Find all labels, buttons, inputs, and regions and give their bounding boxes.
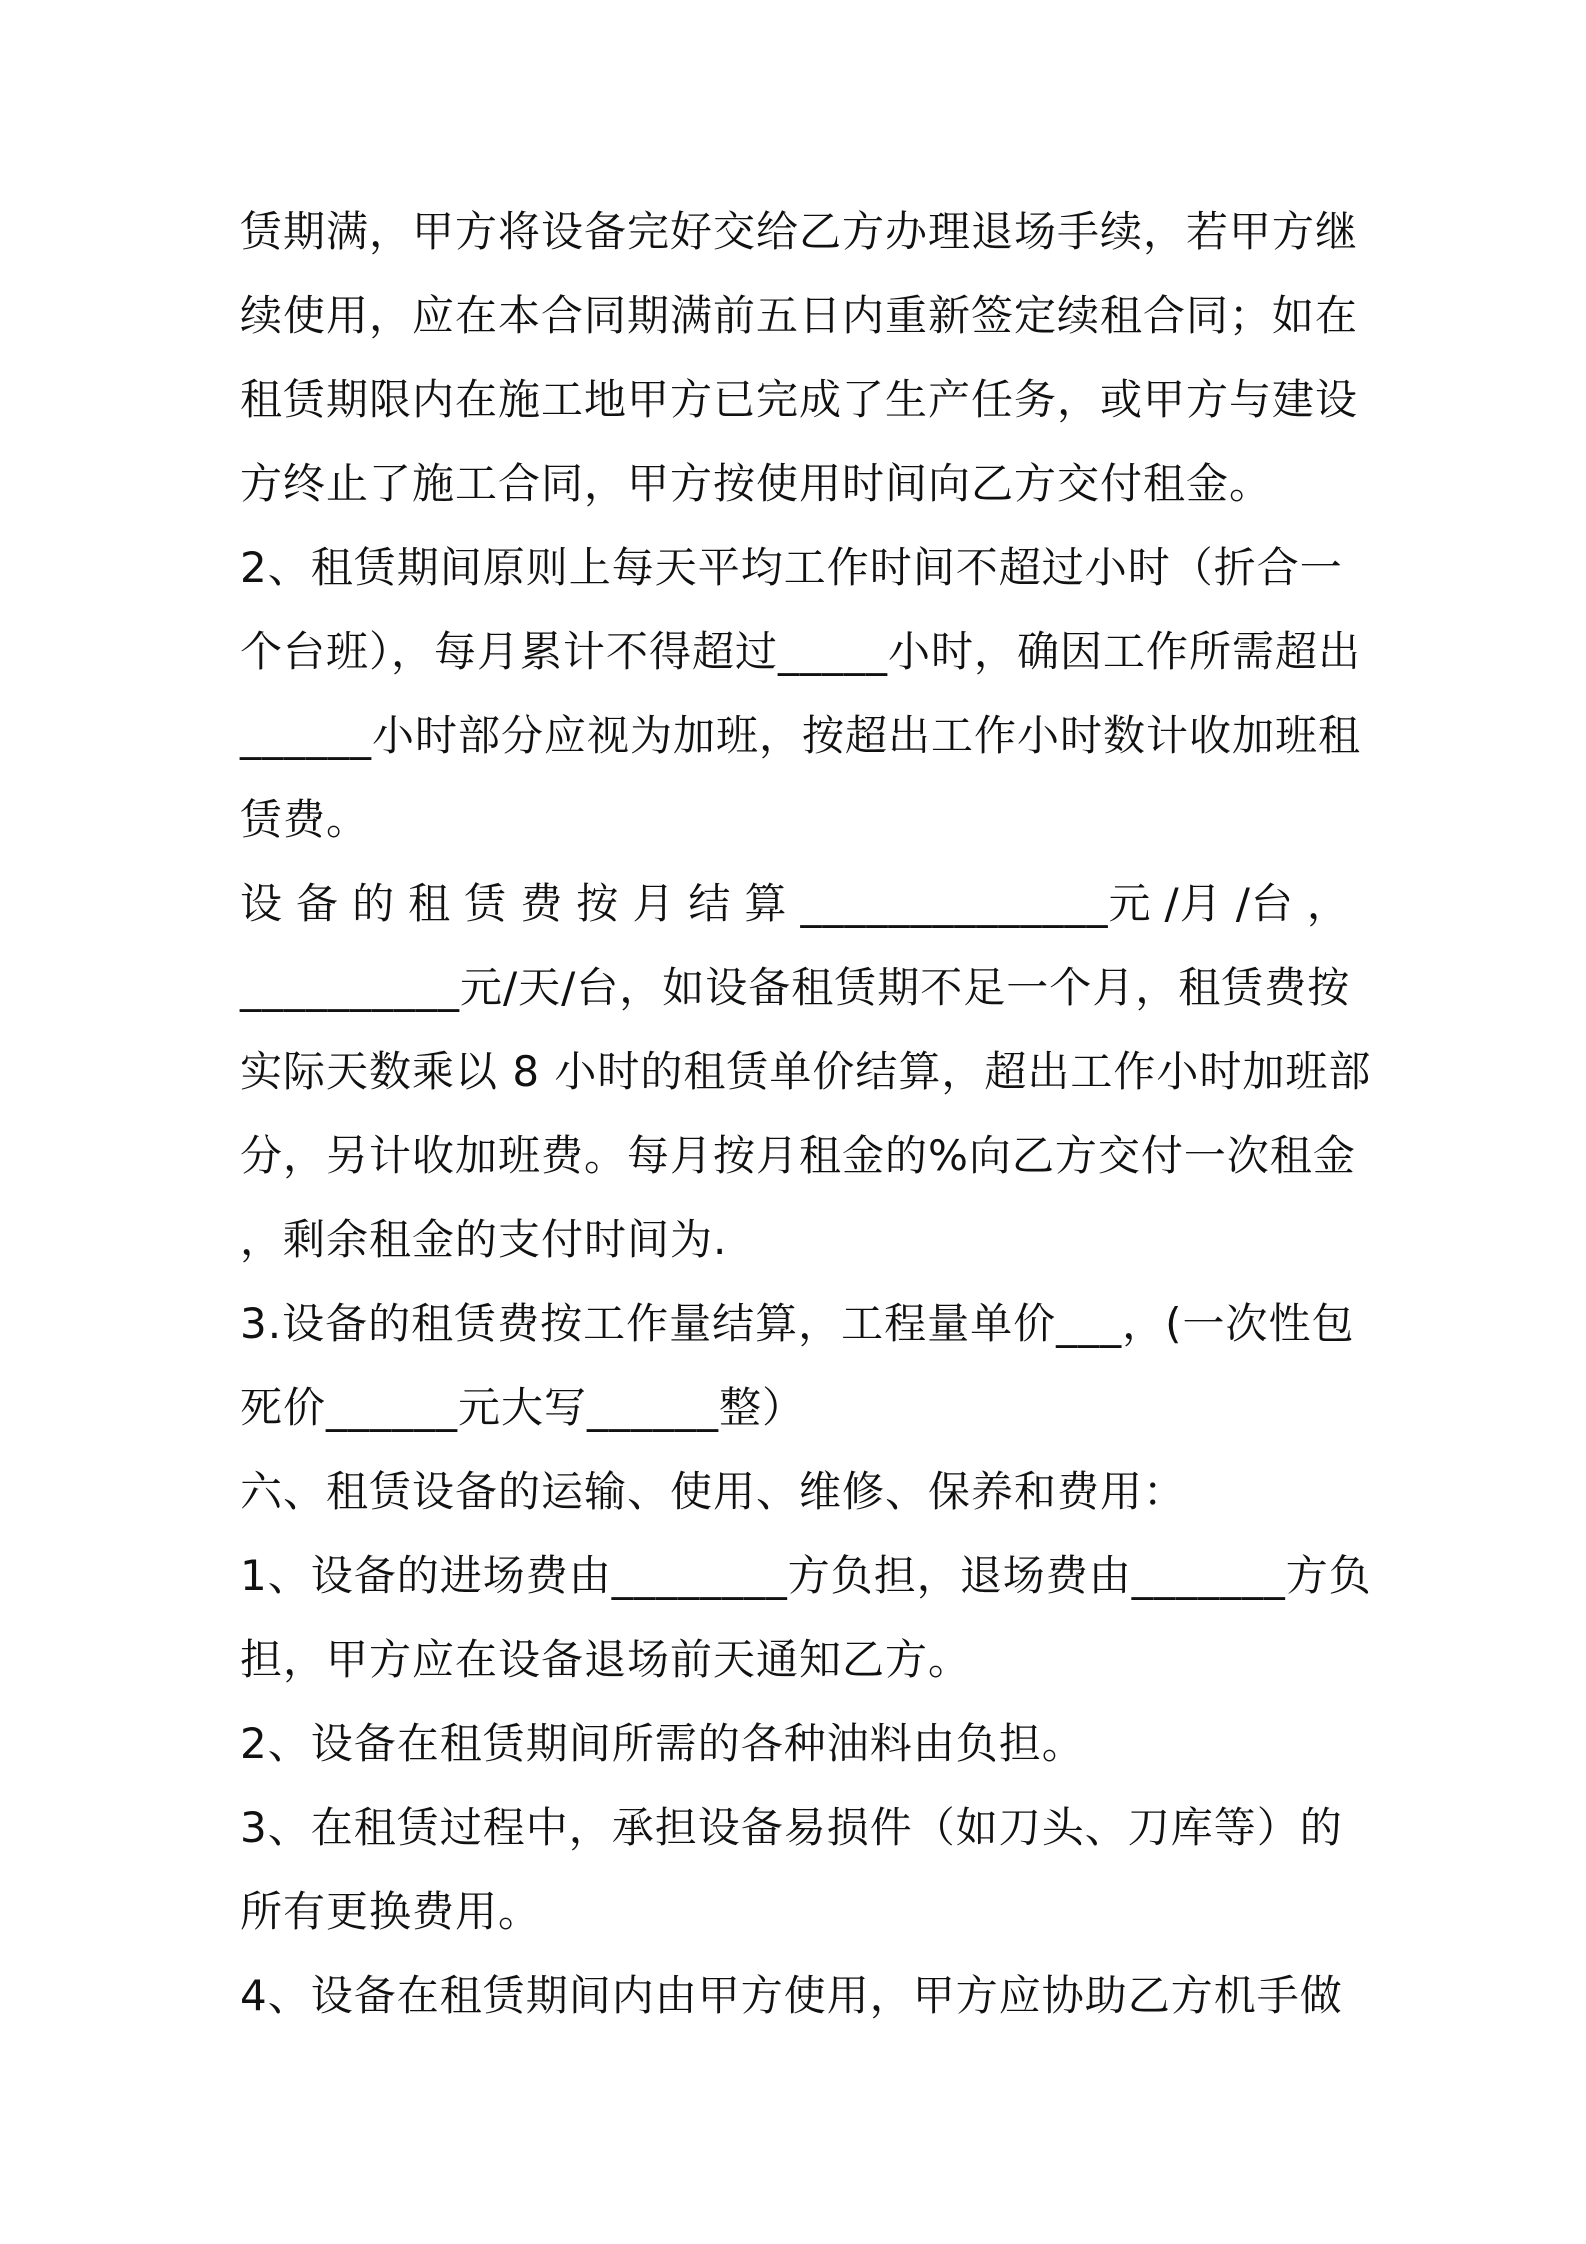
text-line: 2、设备在租赁期间所需的各种油料由负担。 <box>240 1719 1085 1768</box>
spaced-char: 设 <box>240 879 284 928</box>
text-line: 4、设备在租赁期间内由甲方使用，甲方应协助乙方机手做 <box>240 1971 1343 2020</box>
section-heading: 六、租赁设备的运输、使用、维修、保养和费用： <box>240 1467 1187 1516</box>
spaced-char: /台 <box>1235 879 1294 928</box>
text-line: 个台班），每月累计不得超过_____小时，确因工作所需超出 <box>240 627 1362 676</box>
spaced-char: 结 <box>688 879 732 928</box>
text-line: __________元/天/台，如设备租赁期不足一个月，租赁费按 <box>240 963 1351 1012</box>
spaced-char: 的 <box>352 879 396 928</box>
text-line: 3.设备的租赁费按工作量结算，工程量单价___，(一次性包 <box>240 1299 1355 1348</box>
text-line: 实际天数乘以 8 小时的租赁单价结算，超出工作小时加班部 <box>240 1047 1372 1096</box>
spaced-char: 赁 <box>464 879 508 928</box>
spaced-char: 按 <box>576 879 620 928</box>
spaced-char: 备 <box>296 879 340 928</box>
text-line: 3、在租赁过程中，承担设备易损件（如刀头、刀库等）的 <box>240 1803 1343 1852</box>
text-line: 2、租赁期间原则上每天平均工作时间不超过小时（折合一 <box>240 543 1343 592</box>
text-line: 方终止了施工合同，甲方按使用时间向乙方交付租金。 <box>240 459 1273 508</box>
text-line: 1、设备的进场费由________方负担，退场费由_______方负 <box>240 1551 1372 1600</box>
document-body <box>240 190 1372 2038</box>
text-line: 赁费。 <box>240 795 370 844</box>
spaced-char: ， <box>1306 879 1350 928</box>
text-line: 所有更换费用。 <box>240 1887 542 1936</box>
text-line: 分，另计收加班费。每月按月租金的%向乙方交付一次租金 <box>240 1131 1356 1180</box>
spaced-char: 月 <box>632 879 676 928</box>
spaced-char: 租 <box>408 879 452 928</box>
text-line: 续使用，应在本合同期满前五日内重新签定续租合同；如在 <box>240 291 1359 340</box>
text-line: 担，甲方应在设备退场前天通知乙方。 <box>240 1635 972 1684</box>
spaced-char: 算 <box>744 879 788 928</box>
text-line: 租赁期限内在施工地甲方已完成了生产任务，或甲方与建设 <box>240 375 1359 424</box>
text-line: ______小时部分应视为加班，按超出工作小时数计收加班租 <box>240 711 1362 760</box>
spaced-blank: ______________元 <box>800 879 1152 928</box>
text-line-spaced <box>240 862 1350 946</box>
spaced-char: 费 <box>520 879 564 928</box>
text-line: 赁期满，甲方将设备完好交给乙方办理退场手续，若甲方继 <box>240 207 1359 256</box>
text-line: ，剩余租金的支付时间为. <box>240 1215 728 1264</box>
text-line: 死价______元大写______整） <box>240 1383 806 1432</box>
spaced-char: /月 <box>1164 879 1223 928</box>
